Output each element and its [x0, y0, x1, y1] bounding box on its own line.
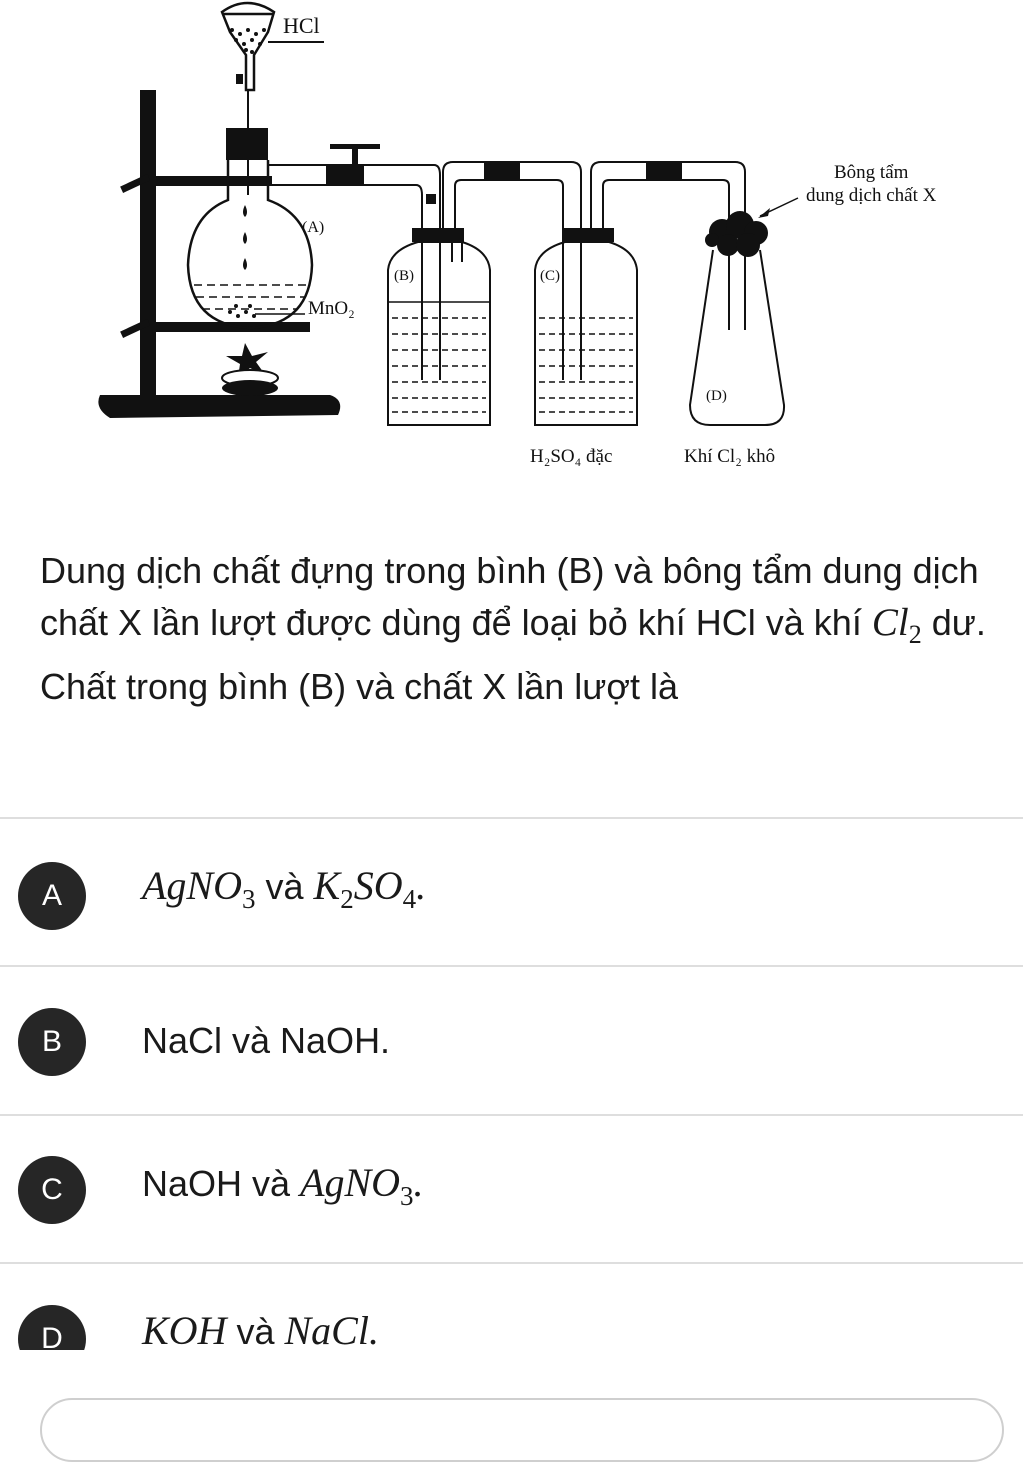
- option-c-text: NaOH và AgNO$_3$.: [142, 1160, 424, 1211]
- option-b-badge: B: [18, 1008, 86, 1076]
- option-c-badge: C: [18, 1156, 86, 1224]
- option-a-text: AgNO$_3$ và $K_2SO_4$.: [142, 863, 427, 914]
- option-b-text: NaCl và NaOH.: [142, 1020, 391, 1061]
- label-dry-cl2: Khí Cl₂ khô: [684, 446, 776, 467]
- next-card: [40, 1398, 1004, 1462]
- option-d-badge: D: [18, 1305, 86, 1350]
- option-d[interactable]: [0, 1263, 1023, 1350]
- question-part1: Dung dịch chất đựng trong bình (B) và bông tẩm dung dịch chất X lần lượt được dùng để loại bỏ khí HCl và khí: [40, 550, 979, 643]
- option-d-text: KOH và NaCl.: [142, 1308, 379, 1350]
- label-cotton-line1: Bông tẩm: [834, 162, 909, 183]
- option-c[interactable]: [0, 1115, 1023, 1263]
- option-a-badge: A: [18, 862, 86, 930]
- label-d: (D): [706, 388, 727, 404]
- option-b[interactable]: [0, 966, 1023, 1114]
- label-c: (C): [540, 268, 560, 284]
- question-part2: dư. Chất trong bình (B) và chất X lần lượt là: [40, 602, 986, 707]
- option-a[interactable]: [0, 818, 1023, 966]
- label-mno2: MnO₂: [308, 298, 355, 319]
- formula-cl2: $Cl_2$: [871, 601, 922, 649]
- label-a: (A): [302, 219, 325, 236]
- label-b: (B): [394, 268, 414, 284]
- label-h2so4: H₂SO₄ đặc: [530, 446, 613, 467]
- label-cotton-line2: dung dịch chất X: [806, 185, 937, 206]
- label-hcl: HCl: [283, 13, 320, 38]
